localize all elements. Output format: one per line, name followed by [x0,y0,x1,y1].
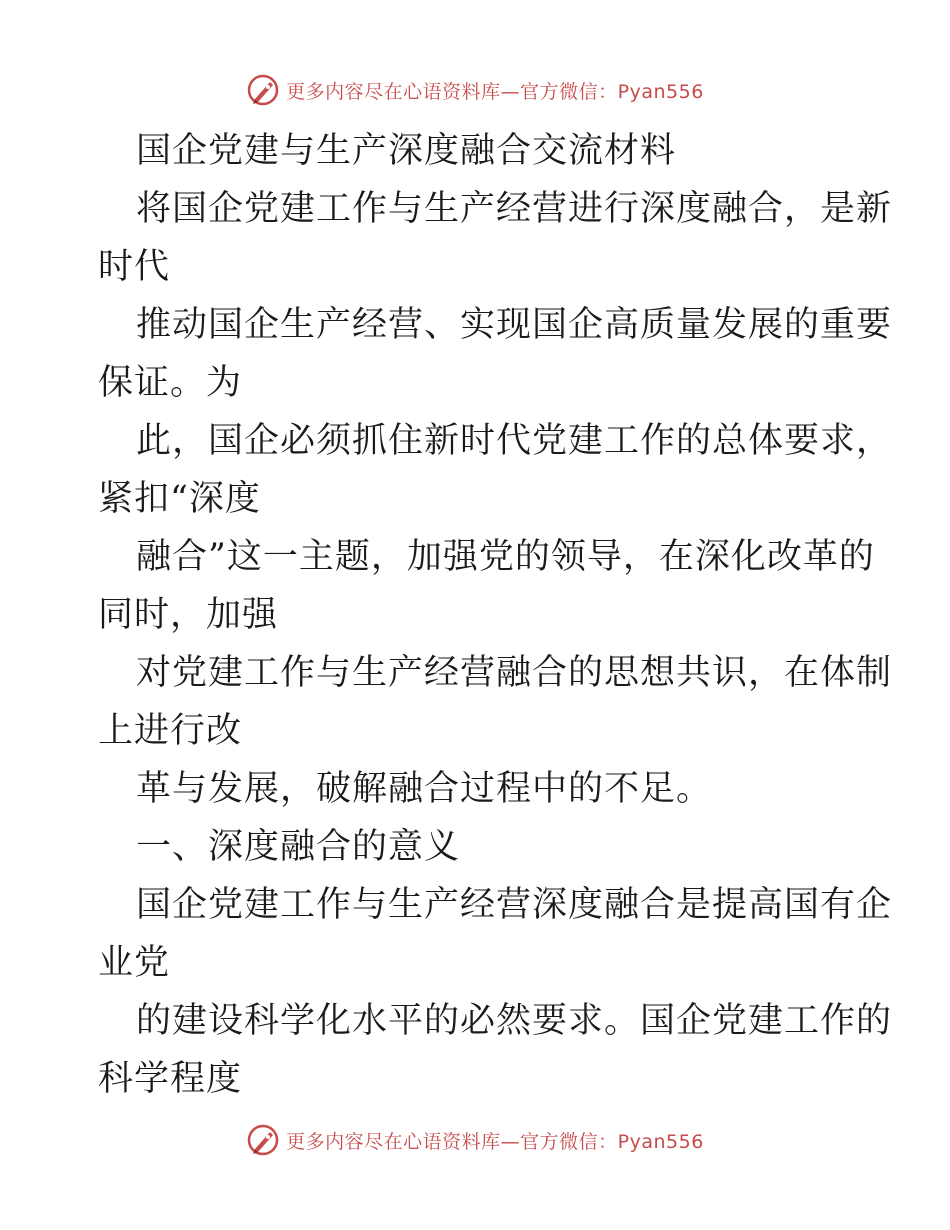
paragraph-line: 融合”这一主题，加强党的领导，在深化改革的 [136,537,875,577]
pen-logo-icon [246,73,280,107]
header-banner [0,70,950,110]
paragraph-line: 将国企党建工作与生产经营进行深度融合，是新 [136,189,893,229]
paragraph-line: 的建设科学化水平的必然要求。国企党建工作的 [136,1001,893,1041]
paragraph-line: 国企党建工作与生产经营深度融合是提高国有企 [136,885,893,925]
banner-contact: 官方微信：Pyan556 [520,80,704,103]
paragraph-line: 时代 [98,247,171,287]
banner-dash: — [500,80,521,103]
banner-title: 更多内容尽在心语资料库 [286,1130,501,1153]
paragraph-line: 革与发展，破解融合过程中的不足。 [136,769,713,809]
paragraph-line: 同时，加强 [98,595,279,635]
banner-text [286,1127,704,1154]
paragraph-line: 业党 [98,943,171,983]
banner-text [286,77,704,104]
pen-logo-icon [246,1123,280,1157]
paragraph-line: 上进行改 [98,711,243,751]
paragraph-line: 紧扣“深度 [98,479,261,519]
paragraph-line: 推动国企生产经营、实现国企高质量发展的重要 [136,305,893,345]
paragraph-line: 保证。为 [98,363,243,403]
footer-banner [0,1120,950,1160]
paragraph-line: 对党建工作与生产经营融合的思想共识，在体制 [136,653,893,693]
document-body [98,122,893,1108]
paragraph-line: 科学程度 [98,1059,243,1099]
section-heading: 一、深度融合的意义 [136,827,461,867]
banner-dash: — [500,1130,521,1153]
document-title: 国企党建与生产深度融合交流材料 [136,131,677,171]
banner-contact: 官方微信：Pyan556 [520,1130,704,1153]
paragraph-line: 此，国企必须抓住新时代党建工作的总体要求， [136,421,893,461]
banner-title: 更多内容尽在心语资料库 [286,80,501,103]
